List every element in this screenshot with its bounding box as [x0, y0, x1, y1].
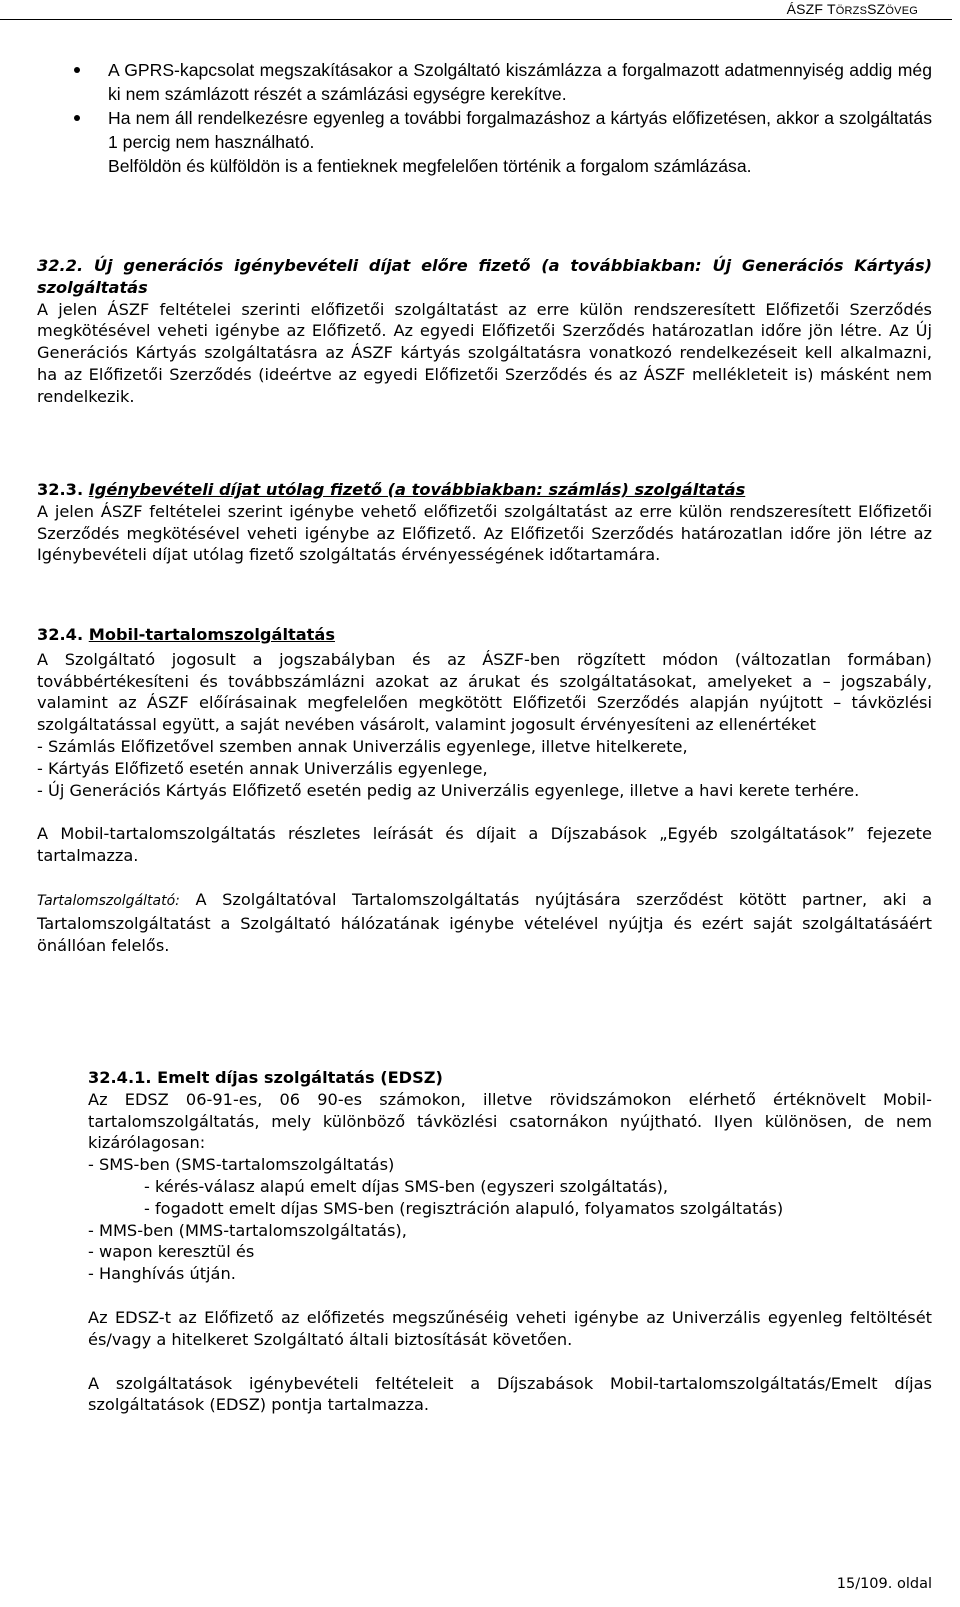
bullet-icon [74, 115, 80, 121]
body-text: A jelen ÁSZF feltételei szerinti előfizetői szolgáltatást az erre külön rendszeresített Előfizetői Szerződés megkötésével veheti igénybe az Előfizető. Az egyedi Előfizetői Szerződés határozatlan időre jön létre. [37, 299, 932, 341]
section-body: Az EDSZ 06-91-es, 06 90-es számokon, illetve rövidszámokon elérhető értéknövelt Mobil-tartalomszolgáltatás, mely különböző távközlési csatornákon nyújtható. Ilyen különösen, de nem kizárólagosan: [88, 1089, 932, 1153]
section-heading [37, 624, 932, 646]
section-paragraph: Az EDSZ-t az Előfizető az előfizetés megszűnéséig veheti igénybe az Univerzális egyenleg feltöltését és/vagy a hitelkeret Szolgáltató általi biztosítását követően. [88, 1307, 932, 1349]
bullet-item [72, 106, 932, 154]
section-paragraph: A Mobil-tartalomszolgáltatás részletes leírását és díjait a Díjszabások „Egyéb szolgáltatások” fejezete tartalmazza. [37, 824, 932, 866]
body-text: Az Új Generációs Kártyás szolgáltatásra az ÁSZF kártyás szolgáltatásra vonatkozó rendelkezéseit kell alkalmazni, ha az Előfizetői Szerződés (ideértve az egyedi Előfizetői Szerződés és az ÁSZF mellékleteit is) másként nem rendelkezik. [37, 321, 932, 406]
section-32-4 [37, 624, 932, 956]
header-title [785, 1, 920, 17]
section-title: Mobil-tartalomszolgáltatás [88, 625, 335, 644]
header-title-part: ÁSZF T [786, 1, 836, 17]
bullet-text: A GPRS-kapcsolat megszakításakor a Szolgáltató kiszámlázza a forgalmazott adatmennyiség addig még ki nem számlázott részét a számlázási egységre kerekítve. [108, 60, 932, 104]
section-32-4-1 [88, 1067, 932, 1416]
list-item: - Számlás Előfizetővel szemben annak Univerzális egyenlege, illetve hitelkerete, [37, 736, 688, 756]
bullet-followup-paragraph: Belföldön és külföldön is a fentieknek megfelelően történik a forgalom számlázása. [108, 156, 752, 176]
list-item: - MMS-ben (MMS-tartalomszolgáltatás), [88, 1220, 407, 1240]
section-heading: 32.2. Új generációs igénybevételi díjat előre fizető (a továbbiakban: Új Generációs Kártyás) szolgáltatás [37, 256, 932, 297]
section-body: A Szolgáltató jogosult a jogszabályban és az ÁSZF-ben rögzített módon (változatlan formában) továbbértékesíteni és továbbszámlázni azokat az árukat és szolgáltatásokat, amelyeket a – jogszabály, valamint az ÁSZF előírásainak megfelelően megkötött Előfizetői Szerződés alapján nyújtott – távközlési szolgáltatással együtt, a saját nevében vásárolt, valamint jogosult érvényesíteni az ellenértéket [37, 649, 932, 735]
section-number: 32.3. [37, 480, 89, 499]
definition-label: Tartalomszolgáltató: [37, 892, 180, 909]
section-heading [37, 479, 932, 501]
section-body [37, 299, 932, 408]
header-rule [0, 19, 952, 20]
bullet-text: Ha nem áll rendelkezésre egyenleg a további forgalmazáshoz a kártyás előfizetésen, akkor a szolgáltatás 1 percig nem használható. [108, 108, 932, 152]
section-heading: 32.4.1. Emelt díjas szolgáltatás (EDSZ) [88, 1068, 443, 1087]
list-item: - Kártyás Előfizető esetén annak Univerzális egyenlege, [37, 758, 488, 778]
list-subitem: - kérés-válasz alapú emelt díjas SMS-ben (egyszeri szolgáltatás), [144, 1176, 669, 1196]
bullet-list [72, 58, 932, 178]
definition-paragraph [37, 889, 932, 956]
section-body: A jelen ÁSZF feltételei szerint igénybe vehető előfizetői szolgáltatást az erre külön rendszeresített Előfizetői Szerződés megkötésével veheti igénybe az Előfizető. Az Előfizetői Szerződés határozatlan időre jön létre az Igénybevételi díjat utólag fizető szolgáltatás érvényességének időtartamára. [37, 501, 932, 565]
channel-list [88, 1154, 932, 1285]
list-item: - Új Generációs Kártyás Előfizető esetén pedig az Univerzális egyenlege, illetve a havi kerete terhére. [37, 780, 860, 800]
section-paragraph: A szolgáltatások igénybevételi feltételeit a Díjszabások Mobil-tartalomszolgáltatás/Emelt díjas szolgáltatások (EDSZ) pontja tartalmazza. [88, 1373, 932, 1415]
section-title: Igénybevételi díjat utólag fizető (a továbbiakban: számlás) szolgáltatás [88, 480, 746, 499]
page-number: 15/109. oldal [836, 1576, 932, 1592]
page-header [0, 0, 960, 22]
list-item: - Hanghívás útján. [88, 1264, 236, 1284]
section-32-2 [37, 255, 932, 408]
header-title-part: ÖRZS [835, 5, 868, 17]
bullet-item [72, 58, 932, 106]
list-item: - SMS-ben (SMS-tartalomszolgáltatás) [88, 1155, 395, 1175]
definition-text: A Szolgáltatóval Tartalomszolgáltatás nyújtására szerződést kötött partner, aki a Tartalomszolgáltatást a Szolgáltató hálózatának igénybe vételével nyújtja és ezért saját szolgáltatásáért önállóan felelős. [37, 889, 932, 955]
section-number: 32.4. [37, 625, 89, 644]
header-title-part: ÖVEG [885, 5, 918, 17]
list-item: - wapon keresztül és [88, 1242, 255, 1262]
bullet-icon [74, 67, 80, 73]
section-32-3 [37, 479, 932, 566]
header-title-part: SZ [867, 1, 886, 17]
list-subitem: - fogadott emelt díjas SMS-ben (regisztráción alapuló, folyamatos szolgáltatás) [144, 1198, 784, 1218]
